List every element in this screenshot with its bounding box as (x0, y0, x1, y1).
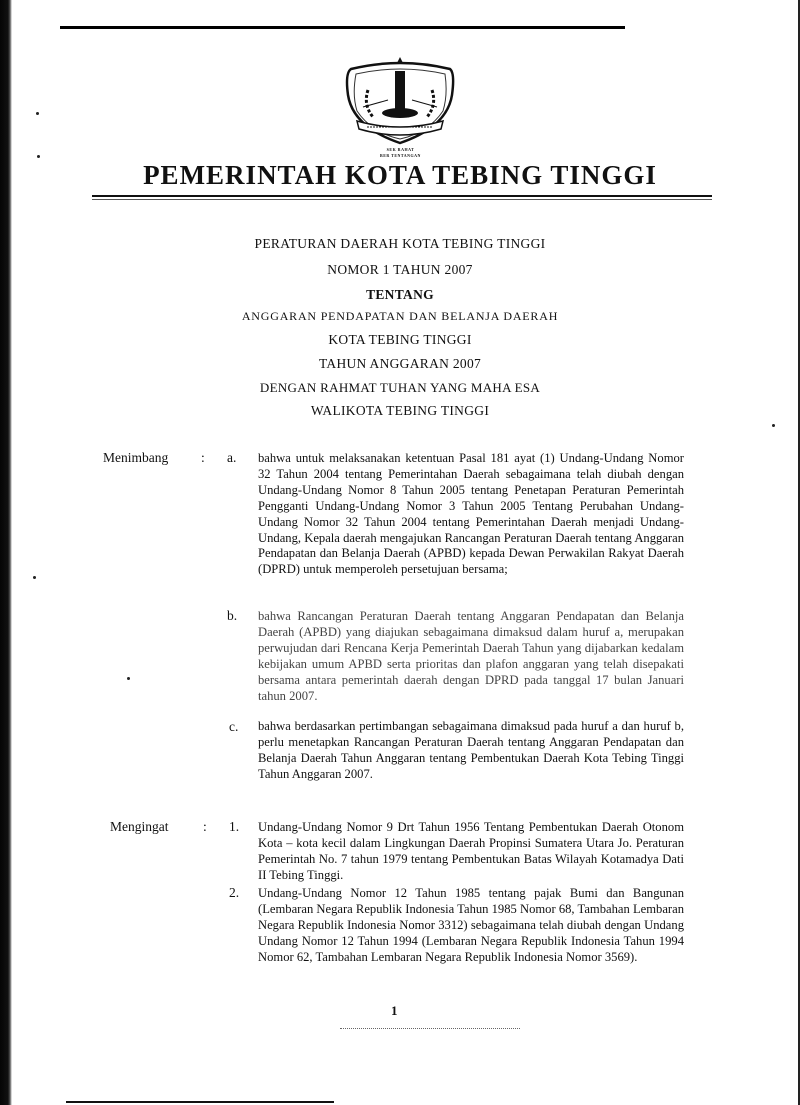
page-footer-rule (340, 1028, 520, 1029)
item-marker: 1. (229, 819, 240, 834)
item-marker: a. (227, 450, 237, 465)
letterhead-rule (92, 195, 712, 197)
scan-border-left (0, 0, 12, 1105)
item-marker: 2. (229, 885, 240, 900)
government-name: PEMERINTAH KOTA TEBING TINGGI (143, 160, 657, 190)
mayor-line: WALIKOTA TEBING TINGGI (310, 403, 490, 418)
item-marker: c. (229, 719, 239, 734)
item-marker: b. (227, 608, 238, 623)
legal-basis-1: Undang-Undang Nomor 9 Drt Tahun 1956 Tentang Pembentukan Daerah Otonom Kota – kota kecil dalam Lingkungan Daerah Propinsi Sumatera Utara Jo. Peraturan Pemerintah No. 7 tahun 1979 tentang Pembentukan Batas Wilayah Kotamadya Dati II Tebing Tinggi. (258, 820, 684, 882)
consideration-c: bahwa berdasarkan pertimbangan sebagaimana dimaksud pada huruf a dan huruf b, perlu menetapkan Rancangan Peraturan Daerah tentang Anggaran Pendapatan dan Belanja Daerah Tahun Anggaran tentang Pembentukan Daerah Kota Tebing Tinggi Tahun Anggaran 2007. (258, 719, 684, 781)
scan-speck (33, 576, 36, 579)
city-coat-of-arms-icon (343, 55, 458, 165)
section-label-mengingat: Mengingat (110, 819, 169, 834)
section-label-menimbang: Menimbang (103, 450, 169, 465)
fiscal-year: TAHUN ANGGARAN 2007 (318, 356, 482, 371)
section-colon: : (203, 819, 207, 834)
consideration-a: bahwa untuk melaksanakan ketentuan Pasal 181 ayat (1) Undang-Undang Nomor 32 Tahun 2004 tentang Pemerintahan Daerah sebagaimana telah diubah dengan Undang-Undang Nomor 8 Tahun 2005 tentang Penetapan Peraturan Pemerintah Pengganti Undang-Undang Nomor 3 Tahun 2005 Tentang Perubahan Undang-Undang Nomor 32 Tahun 2004 tentang Pemerintahan Daerah menjadi Undang-Undang, Kepala daerah mengajukan Rancangan Peraturan Daerah tentang Anggaran Pendapatan dan Belanja Daerah (APBD) kepada Dewan Perwakilan Rakyat Daerah (DPRD) untuk memperoleh persetujuan bersama; (258, 451, 684, 577)
logo-caption-line: SEK RAHAT (386, 147, 415, 152)
subject-city: KOTA TEBING TINGGI (328, 332, 472, 347)
top-rule (60, 26, 625, 29)
letterhead-rule-thin (92, 199, 712, 200)
section-colon: : (201, 450, 205, 465)
regulation-number: NOMOR 1 TAHUN 2007 (327, 262, 473, 277)
scan-speck (127, 677, 130, 680)
legal-basis-2: Undang-Undang Nomor 12 Tahun 1985 tentang pajak Bumi dan Bangunan (Lembaran Negara Republik Indonesia Tahun 1985 Nomor 68, Tambahan Lembaran Negara Republik Indonesia Nomor 3312) sebagaimana telah diubah dengan Undang Undang Nomor 12 Tahun 1994 (Lembaran Negara Republik Indonesia Tahun 1994 Nomor 62, Tambahan Lembaran Negara Republik Indonesia Nomor 3569). (258, 886, 684, 964)
bottom-rule (66, 1101, 334, 1103)
scan-speck (37, 155, 40, 158)
invocation: DENGAN RAHMAT TUHAN YANG MAHA ESA (259, 380, 541, 395)
page-number: 1 (391, 1003, 398, 1018)
subject-line: ANGGARAN PENDAPATAN DAN BELANJA DAERAH (241, 309, 559, 323)
consideration-b: bahwa Rancangan Peraturan Daerah tentang Anggaran Pendapatan dan Belanja Daerah (APBD) yang diajukan sebagaimana dimaksud dalam huruf a, merupakan perwujudan dari Rencana Kerja Pemerintah Daerah Tahun yang dijabarkan kedalam kebijakan umum APBD serta prioritas dan plafon anggaran yang telah disepakati bersama antara pemerintah daerah dengan DPRD pada tanggal 17 bulan Januari tahun 2007. (258, 609, 684, 703)
scan-speck (36, 112, 39, 115)
regulation-title: PERATURAN DAERAH KOTA TEBING TINGGI (254, 236, 546, 251)
logo-caption-line: BER TENTANGAN (380, 153, 421, 158)
scan-speck (772, 424, 775, 427)
about-heading: TENTANG (366, 287, 434, 302)
